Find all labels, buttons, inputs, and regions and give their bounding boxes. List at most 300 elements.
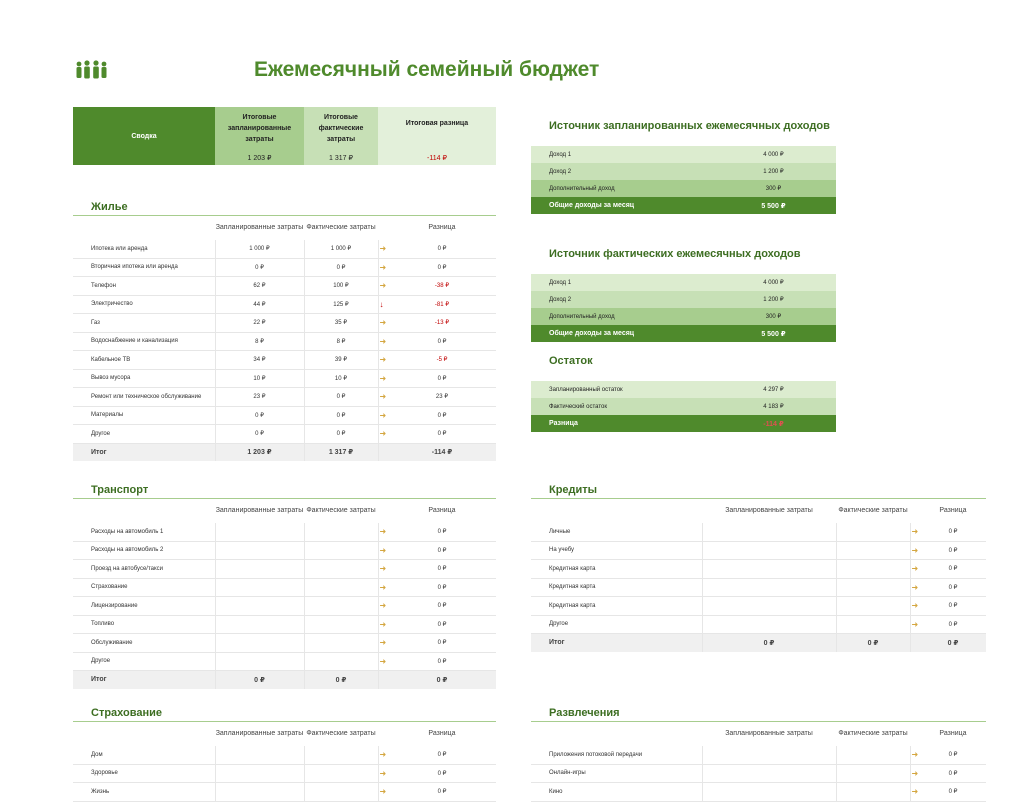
credits-row-planned[interactable] — [702, 541, 836, 560]
arrow-right-icon: ➜ — [379, 429, 387, 439]
credits-row-label: На учебу — [531, 541, 702, 560]
credits-row-label: Кредитная карта — [531, 597, 702, 616]
insurance-row-actual[interactable] — [304, 783, 378, 802]
arrow-right-icon: ➜ — [379, 768, 387, 778]
summary-actual — [304, 107, 378, 165]
arrow-right-icon — [910, 746, 920, 764]
transport-row-actual[interactable] — [304, 615, 378, 634]
housing-row-actual[interactable]: 0 ₽ — [304, 425, 378, 444]
insurance-header-planned: Запланированные затраты — [215, 730, 304, 737]
arrow-right-icon: ➜ — [379, 373, 387, 383]
housing-row-planned[interactable]: 0 ₽ — [215, 406, 304, 425]
entertainment-header-label — [531, 722, 702, 746]
housing-row-diff: 0 ₽ — [388, 369, 496, 388]
arrow-right-icon: ➜ — [911, 601, 919, 611]
planned_income-total-value: 5 500 ₽ — [711, 197, 836, 214]
credits-row-actual[interactable] — [836, 597, 910, 616]
arrow-right-icon: ➜ — [379, 601, 387, 611]
transport-row-label: Страхование — [73, 578, 215, 597]
transport-header-label — [73, 499, 215, 523]
housing-total-diff: -114 ₽ — [388, 443, 496, 461]
credits-total-label: Итог — [531, 634, 702, 652]
table-row — [73, 351, 496, 370]
table-row — [73, 425, 496, 444]
housing-row-planned[interactable]: 0 ₽ — [215, 258, 304, 277]
table-row — [73, 388, 496, 407]
arrow-right-icon: ➜ — [911, 582, 919, 592]
housing-row-actual[interactable]: 39 ₽ — [304, 351, 378, 370]
transport-row-diff: 0 ₽ — [388, 597, 496, 616]
transport-row-planned[interactable] — [215, 652, 304, 671]
list-item — [531, 180, 836, 197]
insurance-header-label — [73, 722, 215, 746]
actual_income-total-row — [531, 325, 836, 342]
list-item — [531, 163, 836, 180]
arrow-right-icon — [378, 369, 388, 388]
summary-label: Сводка — [73, 107, 215, 165]
housing-row-planned[interactable]: 62 ₽ — [215, 277, 304, 296]
summary-diff-header: Итоговая разница — [405, 120, 469, 127]
transport-row-diff: 0 ₽ — [388, 560, 496, 579]
arrow-right-icon: ➜ — [379, 527, 387, 537]
housing-row-planned[interactable]: 0 ₽ — [215, 425, 304, 444]
credits-table — [531, 499, 986, 652]
table-row — [73, 369, 496, 388]
summary-actual-header: Итоговые фактические затраты — [318, 114, 364, 143]
table-row — [73, 332, 496, 351]
credits-row-actual[interactable] — [836, 560, 910, 579]
credits-row-planned[interactable] — [702, 523, 836, 541]
credits-total-row — [531, 634, 986, 652]
housing-row-diff: -38 ₽ — [388, 277, 496, 296]
table-row — [73, 406, 496, 425]
actual_income-total-label: Общие доходы за месяц — [531, 325, 711, 342]
summary-planned — [215, 107, 304, 165]
planned_income-row-value[interactable]: 300 ₽ — [711, 180, 836, 197]
arrow-right-icon: ➜ — [379, 244, 387, 254]
housing-row-diff: -81 ₽ — [388, 295, 496, 314]
transport-row-actual[interactable] — [304, 578, 378, 597]
housing-header-actual: Фактические затраты — [306, 224, 376, 231]
credits-header-label — [531, 499, 702, 523]
balance-row-label: Фактический остаток — [531, 398, 711, 415]
insurance-row-label: Здоровье — [73, 764, 215, 783]
credits-total-actual: 0 ₽ — [836, 634, 910, 652]
housing-header-arrow — [378, 216, 388, 240]
entertainment-header-actual: Фактические затраты — [838, 730, 908, 737]
actual_income-title: Источник фактических ежемесячных доходов — [549, 248, 801, 260]
arrow-right-icon — [378, 597, 388, 616]
balance-total-value: -114 ₽ — [711, 415, 836, 432]
housing-row-label: Вывоз мусора — [73, 369, 215, 388]
transport-total-planned: 0 ₽ — [215, 671, 304, 689]
housing-row-diff: 0 ₽ — [388, 240, 496, 258]
housing-row-actual[interactable]: 35 ₽ — [304, 314, 378, 333]
entertainment-header-diff: Разница — [939, 730, 967, 737]
arrow-right-icon: ➜ — [379, 619, 387, 629]
actual_income-total-value: 5 500 ₽ — [711, 325, 836, 342]
credits-section — [531, 484, 986, 652]
planned_income-row-value[interactable]: 4 000 ₽ — [711, 146, 836, 163]
arrow-right-icon — [378, 615, 388, 634]
summary-diff — [378, 107, 496, 165]
transport-row-actual[interactable] — [304, 652, 378, 671]
table-row — [531, 541, 986, 560]
entertainment-row-planned[interactable] — [702, 746, 836, 764]
transport-title: Транспорт — [91, 484, 149, 496]
table-row — [73, 240, 496, 258]
transport-row-planned[interactable] — [215, 634, 304, 653]
insurance-header-row — [73, 722, 496, 746]
insurance-header-arrow — [378, 722, 388, 746]
housing-row-label: Ремонт или техническое обслуживание — [73, 388, 215, 407]
balance-title: Остаток — [549, 355, 593, 367]
balance-row-value[interactable]: 4 297 ₽ — [711, 381, 836, 398]
transport-row-label: Лицензирование — [73, 597, 215, 616]
balance-total-label: Разница — [531, 415, 711, 432]
arrow-right-icon: ➜ — [379, 318, 387, 328]
housing-row-planned[interactable]: 22 ₽ — [215, 314, 304, 333]
transport-row-diff: 0 ₽ — [388, 523, 496, 541]
list-item — [531, 291, 836, 308]
credits-row-actual[interactable] — [836, 523, 910, 541]
arrow-right-icon — [378, 541, 388, 560]
housing-row-label: Газ — [73, 314, 215, 333]
arrow-right-icon — [910, 541, 920, 560]
transport-row-actual[interactable] — [304, 541, 378, 560]
table-row — [531, 523, 986, 541]
actual_income-table — [531, 274, 836, 342]
insurance-row-label: Жизнь — [73, 783, 215, 802]
entertainment-row-planned[interactable] — [702, 783, 836, 802]
insurance-row-planned[interactable] — [215, 783, 304, 802]
insurance-row-planned[interactable] — [215, 746, 304, 764]
transport-row-actual[interactable] — [304, 597, 378, 616]
housing-header-diff: Разница — [428, 224, 456, 231]
housing-row-actual[interactable]: 100 ₽ — [304, 277, 378, 296]
housing-row-diff: -5 ₽ — [388, 351, 496, 370]
housing-row-label: Электричество — [73, 295, 215, 314]
housing-header-row — [73, 216, 496, 240]
housing-total-spacer — [378, 443, 388, 461]
credits-row-diff: 0 ₽ — [920, 578, 986, 597]
table-row — [531, 615, 986, 634]
actual_income-row-label: Доход 1 — [531, 274, 711, 291]
entertainment-row-label: Кино — [531, 783, 702, 802]
arrow-right-icon — [378, 560, 388, 579]
entertainment-section — [531, 707, 986, 802]
housing-row-planned[interactable]: 1 000 ₽ — [215, 240, 304, 258]
arrow-right-icon — [378, 240, 388, 258]
housing-row-actual[interactable]: 8 ₽ — [304, 332, 378, 351]
transport-row-actual[interactable] — [304, 560, 378, 579]
planned-income-section — [531, 120, 836, 214]
transport-row-label: Расходы на автомобиль 1 — [73, 523, 215, 541]
credits-row-diff: 0 ₽ — [920, 597, 986, 616]
housing-row-actual[interactable]: 1 000 ₽ — [304, 240, 378, 258]
transport-row-diff: 0 ₽ — [388, 652, 496, 671]
entertainment-row-diff: 0 ₽ — [920, 746, 986, 764]
table-row — [73, 523, 496, 541]
credits-row-planned[interactable] — [702, 560, 836, 579]
credits-header-row — [531, 499, 986, 523]
transport-row-label: Топливо — [73, 615, 215, 634]
credits-header-actual: Фактические затраты — [838, 507, 908, 514]
credits-title: Кредиты — [549, 484, 598, 496]
insurance-title: Страхование — [91, 707, 162, 719]
arrow-right-icon: ➜ — [379, 656, 387, 666]
transport-header-arrow — [378, 499, 388, 523]
entertainment-header-row — [531, 722, 986, 746]
list-item — [531, 381, 836, 398]
transport-section — [73, 484, 496, 689]
balance-total-row — [531, 415, 836, 432]
credits-row-actual[interactable] — [836, 578, 910, 597]
list-item — [531, 146, 836, 163]
arrow-right-icon — [378, 652, 388, 671]
housing-row-actual[interactable]: 0 ₽ — [304, 258, 378, 277]
planned_income-row-label: Дополнительный доход — [531, 180, 711, 197]
arrow-right-icon: ➜ — [379, 787, 387, 797]
summary-diff-value[interactable]: -114 ₽ — [427, 155, 447, 162]
transport-row-label: Расходы на автомобиль 2 — [73, 541, 215, 560]
arrow-right-icon: ➜ — [911, 768, 919, 778]
balance-row-label: Запланированный остаток — [531, 381, 711, 398]
transport-row-diff: 0 ₽ — [388, 634, 496, 653]
entertainment-row-actual[interactable] — [836, 746, 910, 764]
table-row — [73, 597, 496, 616]
arrow-right-icon: ➜ — [911, 527, 919, 537]
table-row — [73, 615, 496, 634]
arrow-right-icon — [378, 634, 388, 653]
insurance-row-planned[interactable] — [215, 764, 304, 783]
credits-row-diff: 0 ₽ — [920, 541, 986, 560]
arrow-right-icon: ➜ — [379, 392, 387, 402]
arrow-right-icon — [378, 406, 388, 425]
arrow-right-icon — [910, 560, 920, 579]
transport-row-label: Проезд на автобусе/такси — [73, 560, 215, 579]
actual_income-row-label: Дополнительный доход — [531, 308, 711, 325]
table-row — [73, 258, 496, 277]
arrow-right-icon — [378, 351, 388, 370]
arrow-right-icon — [910, 764, 920, 783]
credits-total-planned: 0 ₽ — [702, 634, 836, 652]
credits-total-spacer — [910, 634, 920, 652]
credits-row-planned[interactable] — [702, 578, 836, 597]
housing-row-planned[interactable]: 10 ₽ — [215, 369, 304, 388]
credits-header-planned: Запланированные затраты — [725, 507, 813, 514]
arrow-right-icon — [378, 277, 388, 296]
table-row — [73, 560, 496, 579]
credits-header-diff: Разница — [939, 507, 967, 514]
transport-header-planned: Запланированные затраты — [215, 507, 304, 514]
entertainment-row-diff: 0 ₽ — [920, 783, 986, 802]
housing-table — [73, 216, 496, 461]
summary-planned-header: Итоговые запланированные затраты — [227, 114, 292, 143]
housing-row-actual[interactable]: 0 ₽ — [304, 388, 378, 407]
arrow-right-icon — [910, 597, 920, 616]
actual_income-row-value[interactable]: 300 ₽ — [711, 308, 836, 325]
transport-total-label: Итог — [73, 671, 215, 689]
insurance-row-actual[interactable] — [304, 764, 378, 783]
transport-row-planned[interactable] — [215, 578, 304, 597]
transport-row-planned[interactable] — [215, 560, 304, 579]
arrow-right-icon: ➜ — [379, 564, 387, 574]
transport-header-actual: Фактические затраты — [306, 507, 376, 514]
transport-row-planned[interactable] — [215, 541, 304, 560]
transport-row-planned[interactable] — [215, 597, 304, 616]
housing-row-planned[interactable]: 8 ₽ — [215, 332, 304, 351]
arrow-right-icon — [378, 523, 388, 541]
arrow-right-icon — [910, 783, 920, 802]
housing-title: Жилье — [91, 201, 128, 213]
housing-header-label — [73, 216, 215, 240]
entertainment-row-actual[interactable] — [836, 764, 910, 783]
housing-header-planned: Запланированные затраты — [215, 224, 304, 231]
table-row — [531, 597, 986, 616]
arrow-right-icon — [910, 615, 920, 634]
insurance-section — [73, 707, 496, 802]
entertainment-row-diff: 0 ₽ — [920, 764, 986, 783]
housing-row-planned[interactable]: 34 ₽ — [215, 351, 304, 370]
actual_income-row-label: Доход 2 — [531, 291, 711, 308]
transport-total-diff: 0 ₽ — [388, 671, 496, 689]
arrow-right-icon — [910, 578, 920, 597]
table-row — [73, 314, 496, 333]
table-row — [73, 783, 496, 802]
list-item — [531, 308, 836, 325]
summary-block — [73, 107, 496, 165]
entertainment-row-planned[interactable] — [702, 764, 836, 783]
credits-row-diff: 0 ₽ — [920, 523, 986, 541]
transport-row-planned[interactable] — [215, 615, 304, 634]
table-row — [531, 746, 986, 764]
transport-header-row — [73, 499, 496, 523]
housing-row-diff: 0 ₽ — [388, 406, 496, 425]
arrow-right-icon — [378, 314, 388, 333]
housing-row-actual[interactable]: 0 ₽ — [304, 406, 378, 425]
arrow-right-icon — [910, 523, 920, 541]
table-row — [73, 295, 496, 314]
summary-planned-value[interactable]: 1 203 ₽ — [247, 155, 272, 162]
transport-row-label: Другое — [73, 652, 215, 671]
actual_income-row-value[interactable]: 4 000 ₽ — [711, 274, 836, 291]
insurance-header-diff: Разница — [428, 730, 456, 737]
housing-row-actual[interactable]: 125 ₽ — [304, 295, 378, 314]
housing-row-planned[interactable]: 44 ₽ — [215, 295, 304, 314]
arrow-right-icon — [378, 764, 388, 783]
housing-row-diff: 0 ₽ — [388, 258, 496, 277]
arrow-down-icon — [378, 295, 388, 314]
transport-row-diff: 0 ₽ — [388, 541, 496, 560]
credits-row-planned[interactable] — [702, 615, 836, 634]
housing-row-label: Кабельное ТВ — [73, 351, 215, 370]
transport-header-diff: Разница — [428, 507, 456, 514]
credits-row-diff: 0 ₽ — [920, 560, 986, 579]
table-row — [73, 578, 496, 597]
transport-row-label: Обслуживание — [73, 634, 215, 653]
arrow-right-icon — [378, 425, 388, 444]
table-row — [73, 634, 496, 653]
transport-table — [73, 499, 496, 689]
housing-row-label: Вторичная ипотека или аренда — [73, 258, 215, 277]
arrow-right-icon — [378, 578, 388, 597]
housing-row-label: Другое — [73, 425, 215, 444]
planned_income-title: Источник запланированных ежемесячных доходов — [549, 120, 830, 132]
credits-row-label: Кредитная карта — [531, 560, 702, 579]
arrow-right-icon: ➜ — [379, 355, 387, 365]
table-row — [73, 541, 496, 560]
housing-section — [73, 201, 496, 461]
balance-section — [531, 355, 836, 432]
credits-row-label: Кредитная карта — [531, 578, 702, 597]
insurance-row-diff: 0 ₽ — [388, 764, 496, 783]
balance-row-value[interactable]: 4 183 ₽ — [711, 398, 836, 415]
actual_income-row-value[interactable]: 1 200 ₽ — [711, 291, 836, 308]
planned_income-row-value[interactable]: 1 200 ₽ — [711, 163, 836, 180]
housing-row-diff: 23 ₽ — [388, 388, 496, 407]
arrow-right-icon — [378, 258, 388, 277]
housing-total-label: Итог — [73, 443, 215, 461]
planned_income-total-row — [531, 197, 836, 214]
credits-row-planned[interactable] — [702, 597, 836, 616]
arrow-right-icon: ➜ — [911, 787, 919, 797]
transport-row-actual[interactable] — [304, 523, 378, 541]
housing-row-label: Телефон — [73, 277, 215, 296]
summary-actual-value[interactable]: 1 317 ₽ — [329, 155, 353, 162]
page-title: Ежемесячный семейный бюджет — [254, 58, 600, 81]
arrow-right-icon: ➜ — [379, 410, 387, 420]
transport-total-spacer — [378, 671, 388, 689]
arrow-right-icon — [378, 332, 388, 351]
arrow-right-icon — [378, 388, 388, 407]
credits-row-label: Другое — [531, 615, 702, 634]
housing-row-diff: 0 ₽ — [388, 332, 496, 351]
arrow-right-icon: ➜ — [911, 750, 919, 760]
housing-row-actual[interactable]: 10 ₽ — [304, 369, 378, 388]
insurance-table — [73, 722, 496, 802]
housing-total-row — [73, 443, 496, 461]
table-row — [73, 746, 496, 764]
arrow-right-icon — [378, 783, 388, 802]
transport-row-actual[interactable] — [304, 634, 378, 653]
list-item — [531, 274, 836, 291]
arrow-right-icon: ➜ — [379, 281, 387, 291]
entertainment-row-actual[interactable] — [836, 783, 910, 802]
planned_income-row-label: Доход 2 — [531, 163, 711, 180]
table-row — [531, 783, 986, 802]
table-row — [73, 652, 496, 671]
housing-row-planned[interactable]: 23 ₽ — [215, 388, 304, 407]
transport-row-planned[interactable] — [215, 523, 304, 541]
arrow-right-icon: ➜ — [379, 750, 387, 760]
credits-row-diff: 0 ₽ — [920, 615, 986, 634]
arrow-right-icon: ➜ — [911, 619, 919, 629]
actual-income-section — [531, 248, 836, 342]
family-logo-icon — [74, 60, 110, 80]
planned_income-total-label: Общие доходы за месяц — [531, 197, 711, 214]
housing-row-diff: -13 ₽ — [388, 314, 496, 333]
insurance-row-actual[interactable] — [304, 746, 378, 764]
transport-row-diff: 0 ₽ — [388, 615, 496, 634]
arrow-right-icon: ➜ — [379, 582, 387, 592]
transport-total-actual: 0 ₽ — [304, 671, 378, 689]
credits-row-actual[interactable] — [836, 615, 910, 634]
credits-row-actual[interactable] — [836, 541, 910, 560]
insurance-header-actual: Фактические затраты — [306, 730, 376, 737]
housing-row-label: Ипотека или аренда — [73, 240, 215, 258]
arrow-down-icon: ↓ — [379, 299, 384, 309]
